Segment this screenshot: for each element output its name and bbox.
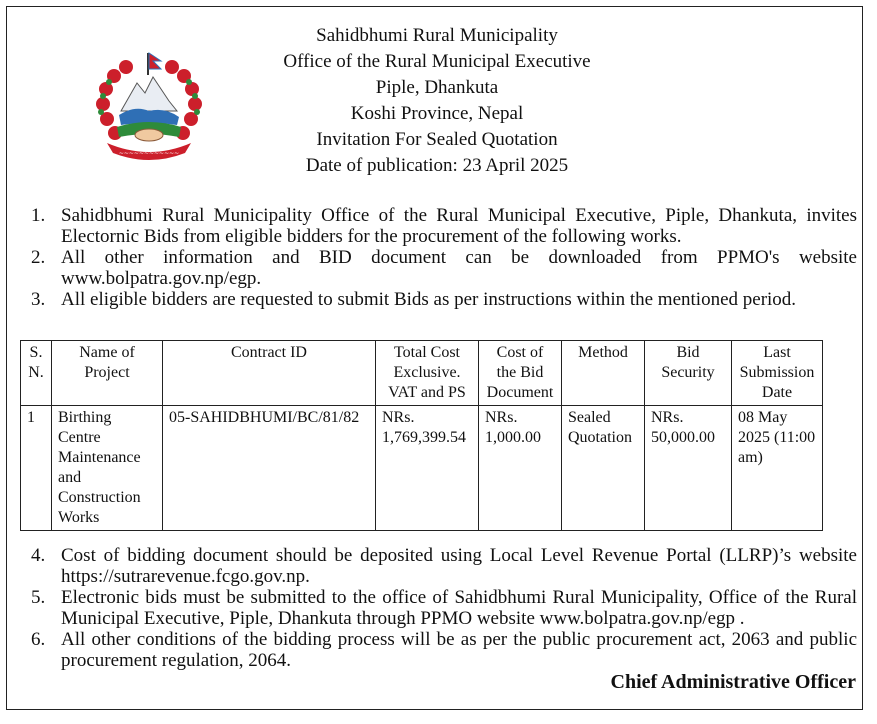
instruction-item: 6. All other conditions of the bidding process will be as per the public procurement act, 2063 and public procurement regulation, 2064.	[31, 629, 857, 671]
instructions-top	[31, 205, 857, 310]
instruction-item: 3. All eligible bidders are requested to submit Bids as per instructions within the mentioned period.	[31, 289, 797, 310]
cell-project: Birthing Centre Maintenance and Construction Works	[52, 406, 163, 531]
col-total-cost: Total Cost Exclusive. VAT and PS	[376, 341, 479, 406]
cell-total-cost: NRs. 1,769,399.54	[376, 406, 479, 531]
publication-date: Date of publication: 23 April 2025	[305, 155, 569, 176]
col-contract-id: Contract ID	[163, 341, 376, 406]
municipality-name: Sahidbhumi Rural Municipality	[316, 25, 558, 46]
cell-doc-cost: NRs. 1,000.00	[479, 406, 562, 531]
instruction-item: 2. All other information and BID document can be downloaded from PPMO's website www.bolpatra.gov.np/egp.	[31, 247, 857, 289]
table-row	[21, 406, 823, 531]
cell-contract-id: 05-SAHIDBHUMI/BC/81/82	[163, 406, 376, 531]
province: Koshi Province, Nepal	[350, 103, 524, 124]
notice-header	[217, 23, 657, 179]
office-name: Office of the Rural Municipal Executive	[283, 51, 591, 72]
cell-sn: 1	[21, 406, 52, 531]
office-address: Piple, Dhankuta	[375, 77, 499, 98]
col-last-date: Last Submission Date	[732, 341, 823, 406]
svg-text:~~~~~~~~~~~~: ~~~~~~~~~~~~	[118, 150, 180, 157]
nepal-government-emblem-icon	[85, 49, 213, 165]
table-header-row	[21, 341, 823, 406]
instructions-bottom	[31, 545, 857, 671]
col-doc-cost: Cost of the Bid Document	[479, 341, 562, 406]
notice-page	[6, 6, 863, 710]
cell-security: NRs. 50,000.00	[645, 406, 732, 531]
instruction-item: 4. Cost of bidding document should be deposited using Local Level Revenue Portal (LLRP)’s website https://sutrarevenue.fcgo.gov.np.	[31, 545, 857, 587]
signature: Chief Administrative Officer	[610, 671, 856, 693]
instruction-item: 5. Electronic bids must be submitted to the office of Sahidbhumi Rural Municipality, Office of the Rural Municipal Executive, Piple, Dhankuta through PPMO website www.bolpatra.gov.np/egp .	[31, 587, 857, 629]
col-sn: S. N.	[21, 341, 52, 406]
bid-table	[20, 340, 823, 531]
notice-title: Invitation For Sealed Quotation	[316, 129, 558, 150]
col-project: Name of Project	[52, 341, 163, 406]
col-method: Method	[562, 341, 645, 406]
instruction-item: 1. Sahidbhumi Rural Municipality Office of the Rural Municipal Executive, Piple, Dhankuta, invites Electornic Bids from eligible bidders for the procurement of the following works.	[31, 205, 857, 247]
cell-last-date: 08 May 2025 (11:00 am)	[732, 406, 823, 531]
cell-method: Sealed Quotation	[562, 406, 645, 531]
col-security: Bid Security	[645, 341, 732, 406]
